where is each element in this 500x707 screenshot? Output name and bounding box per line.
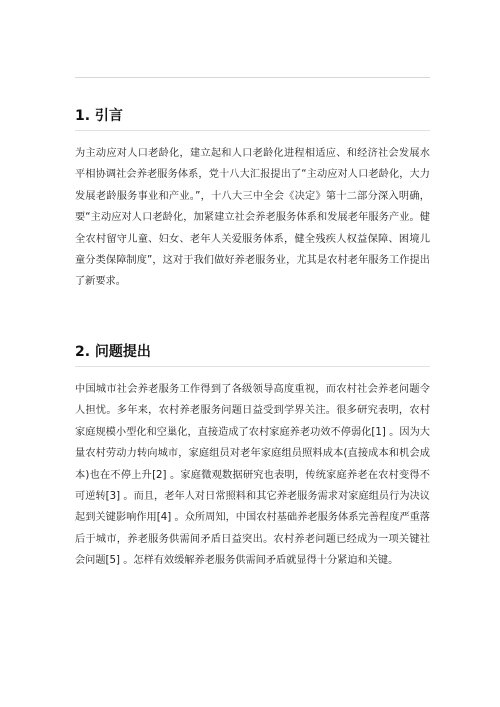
top-divider [75, 77, 430, 78]
section-problem-statement [75, 342, 430, 572]
section-heading: 2. 问题提出 [75, 344, 151, 360]
heading-divider [75, 130, 430, 131]
section-heading: 1. 引言 [75, 108, 123, 124]
section-paragraph: 中国城市社会养老服务工作得到了各级领导高度重视，而农村社会养老问题令人担忧。多年来，农村养老服务问题日益受到学界关注。很多研究表明，农村家庭规模小型化和空巢化，直接造成了农村家庭养老功效不停弱化[1] 。因为大量农村劳动力转向城市，家庭组员对老年家庭组员照料成本(直接成本和机会成本)也在不停上升[2] 。家庭微观数据研究也表明，传统家庭养老在农村变得不可逆转[3] 。而且，老年人对日常照料和其它养老服务需求对家庭组员行为决议起到关键影响作用[4] 。众所周知，中国农村基础养老服务体系完善程度严重落后于城市，养老服务供需间矛盾日益突出。农村养老问题已经成为一项关键社会问题[5] 。怎样有效缓解养老服务供需间矛盾就显得十分紧迫和关键。 [75, 384, 430, 567]
heading-divider [75, 366, 430, 367]
section-paragraph: 为主动应对人口老龄化，建立起和人口老龄化进程相适应、和经济社会发展水平相协调社会养老服务体系，党十八大汇报提出了“主动应对人口老龄化，大力发展老龄服务事业和产业。”，十八大三中全会《决定》第十二部分深入明确，要“主动应对人口老龄化，加紧建立社会养老服务体系和发展老年服务产业。健全农村留守儿童、妇女、老年人关爱服务体系，健全残疾人权益保障、困境儿童分类保障制度”，这对于我们做好养老服务业，尤其是农村老年服务工作提出了新要求。 [75, 148, 430, 288]
section-introduction [75, 106, 430, 293]
